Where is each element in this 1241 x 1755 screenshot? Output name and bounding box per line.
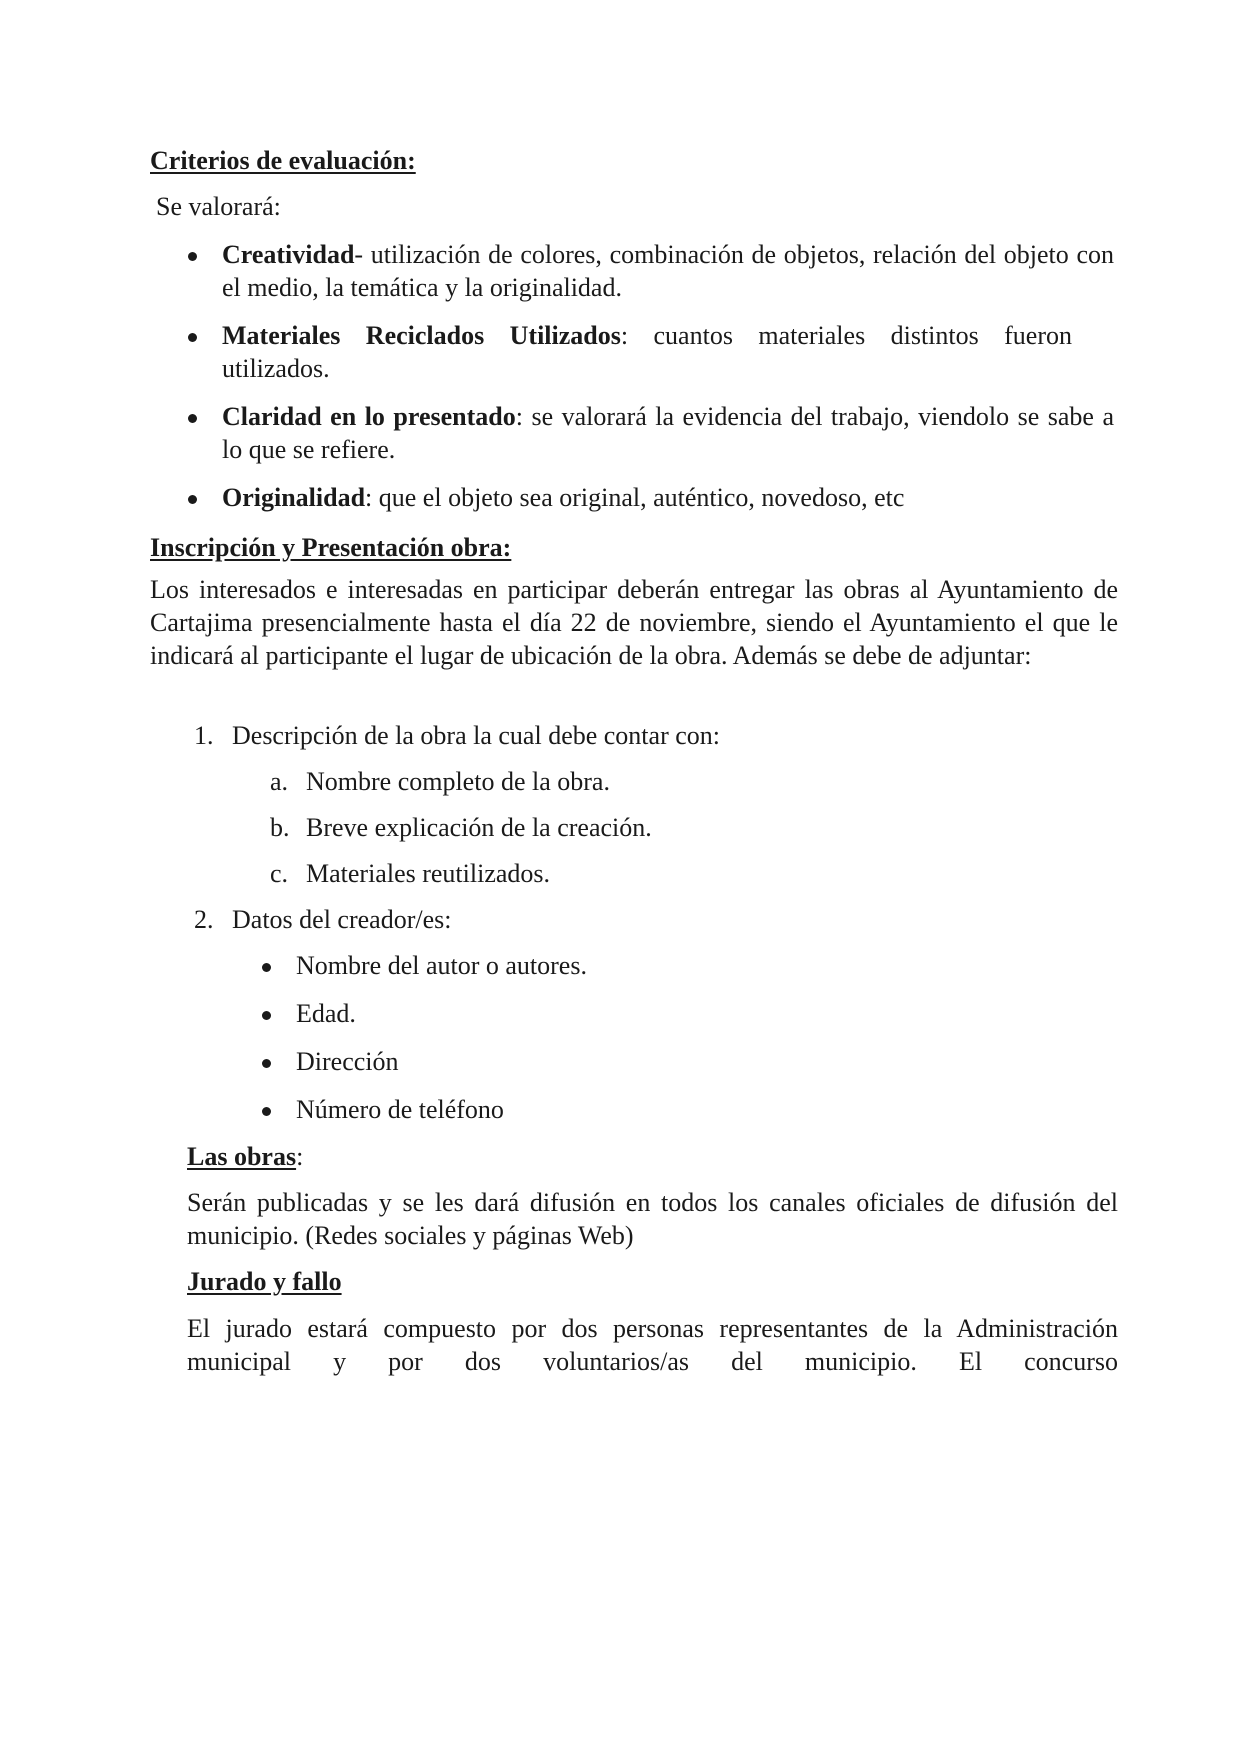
- obras-heading: Las obras: [187, 1142, 297, 1171]
- sublist-item: Nombre completo de la obra.: [306, 767, 610, 796]
- criterio-desc: : que el objeto sea original, auténtico, novedoso, etc: [365, 483, 905, 512]
- list-marker: 1.: [194, 721, 214, 750]
- jurado-paragraph: El jurado estará compuesto por dos personas representantes de la Administración municipal y por dos voluntarios/as del municipio. El concurso: [187, 1314, 1118, 1376]
- sublist-marker: b.: [270, 813, 290, 842]
- jurado-heading: Jurado y fallo: [187, 1267, 342, 1296]
- bullet-icon: [188, 495, 197, 504]
- criterio-term: Claridad en lo presentado: [222, 402, 516, 431]
- inscripcion-heading: Inscripción y Presentación obra:: [150, 533, 512, 562]
- list-item-datos: Datos del creador/es:: [232, 905, 452, 934]
- criterio-term: Creatividad: [222, 240, 355, 269]
- bullet-icon: [188, 333, 197, 342]
- criterio-originalidad: [222, 481, 904, 514]
- list-marker: 2.: [194, 905, 214, 934]
- sublist-item: Nombre del autor o autores.: [296, 951, 587, 980]
- criterios-intro: Se valorará:: [156, 192, 281, 221]
- criterio-materiales: [222, 319, 1072, 385]
- bullet-icon: [262, 1011, 271, 1020]
- bullet-icon: [262, 1059, 271, 1068]
- obras-heading-suffix: :: [296, 1142, 304, 1171]
- sublist-item: Número de teléfono: [296, 1095, 504, 1124]
- obras-paragraph: Serán publicadas y se les dará difusión en todos los canales oficiales de difusión del municipio. (Redes sociales y páginas Web): [187, 1188, 1118, 1250]
- criterio-term: Originalidad: [222, 483, 366, 512]
- sublist-marker: a.: [270, 767, 289, 796]
- sublist-item: Edad.: [296, 999, 356, 1028]
- sublist-item: Materiales reutilizados.: [306, 859, 551, 888]
- criterio-desc: : cuantos materiales distintos fueron utilizados.: [222, 321, 1073, 383]
- bullet-icon: [188, 252, 197, 261]
- criterio-creatividad: [222, 238, 1114, 304]
- sublist-item: Breve explicación de la creación.: [306, 813, 652, 842]
- criterios-heading: Criterios de evaluación:: [150, 146, 416, 175]
- bullet-icon: [188, 414, 197, 423]
- sublist-item: Dirección: [296, 1047, 399, 1076]
- list-item-descripcion: Descripción de la obra la cual debe contar con:: [232, 721, 720, 750]
- criterio-desc: : se valorará la evidencia del trabajo, viendolo se sabe a lo que se refiere.: [222, 402, 1115, 464]
- criterio-claridad: [222, 400, 1114, 466]
- criterio-desc: - utilización de colores, combinación de objetos, relación del objeto con el medio, la temática y la originalidad.: [222, 240, 1114, 302]
- criterio-term: Materiales Reciclados Utilizados: [222, 321, 621, 350]
- sublist-marker: c.: [270, 859, 289, 888]
- bullet-icon: [262, 1107, 271, 1116]
- inscripcion-paragraph: Los interesados e interesadas en participar deberán entregar las obras al Ayuntamiento de Cartajima presencialmente hasta el día 22 de noviembre, siendo el Ayuntamiento el que le indicará al participante el lugar de ubicación de la obra. Además se debe de adjuntar:: [150, 575, 1118, 670]
- bullet-icon: [262, 963, 271, 972]
- obras-heading-line: [187, 1140, 303, 1173]
